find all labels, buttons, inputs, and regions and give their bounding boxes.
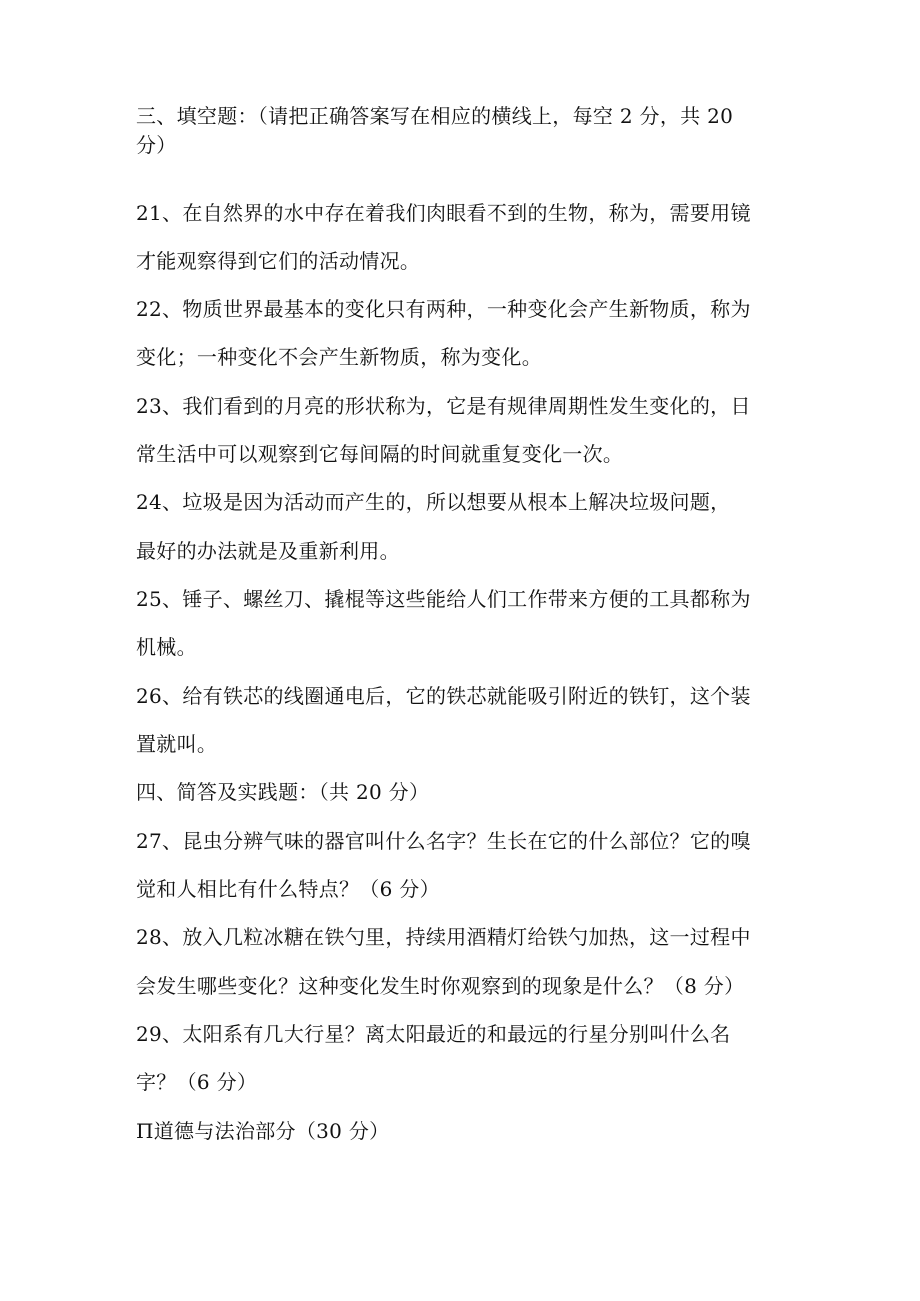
question-29-line-1: 29、太阳系有几大行星？离太阳最近的和最远的行星分别叫什么名 (136, 1022, 731, 1046)
question-24-line-1: 24、垃圾是因为活动而产生的，所以想要从根本上解决垃圾问题， (136, 490, 731, 514)
question-28-line-2: 会发生哪些变化？这种变化发生时你观察到的现象是什么？（8 分） (136, 974, 745, 998)
question-23-line-2: 常生活中可以观察到它每间隔的时间就重复变化一次。 (136, 442, 624, 466)
question-21-line-1: 21、在自然界的水中存在着我们肉眼看不到的生物，称为，需要用镜 (136, 201, 751, 225)
question-26-line-2: 置就叫。 (136, 732, 218, 756)
question-26-line-1: 26、给有铁芯的线圈通电后，它的铁芯就能吸引附近的铁钉，这个装 (136, 684, 751, 708)
question-27-line-1: 27、昆虫分辨气味的器官叫什么名字？生长在它的什么部位？它的嗅 (136, 829, 751, 853)
question-29-line-2: 字？（6 分） (136, 1070, 258, 1094)
section-3-heading-line-2: 分） (136, 133, 177, 157)
question-22-line-2: 变化；一种变化不会产生新物质，称为变化。 (136, 345, 542, 369)
question-27-line-2: 觉和人相比有什么特点？（6 分） (136, 877, 440, 901)
section-4-heading: 四、简答及实践题：（共 20 分） (136, 780, 430, 804)
question-28-line-1: 28、放入几粒冰糖在铁勺里，持续用酒精灯给铁勺加热，这一过程中 (136, 925, 751, 949)
section-3-heading-line-1: 三、填空题：（请把正确答案写在相应的横线上，每空 2 分，共 20 (136, 104, 734, 128)
part-2-heading: Π道德与法治部分（30 分） (136, 1119, 390, 1143)
question-21-line-2: 才能观察得到它们的活动情况。 (136, 249, 421, 273)
question-22-line-1: 22、物质世界最基本的变化只有两种，一种变化会产生新物质，称为 (136, 297, 751, 321)
question-24-line-2: 最好的办法就是及重新利用。 (136, 539, 400, 563)
question-25-line-2: 机械。 (136, 635, 197, 659)
question-23-line-1: 23、我们看到的月亮的形状称为，它是有规律周期性发生变化的，日 (136, 394, 751, 418)
question-25-line-1: 25、锤子、螺丝刀、撬棍等这些能给人们工作带来方便的工具都称为 (136, 587, 751, 611)
